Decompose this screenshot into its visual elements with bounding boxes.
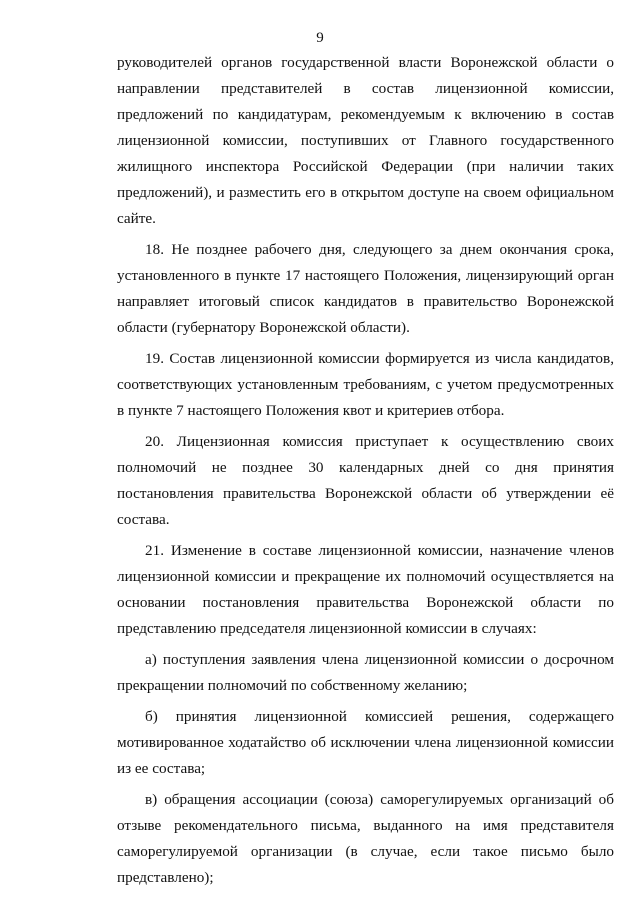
subitem-a: а) поступления заявления члена лицензионной комиссии о досрочном прекращении полномочий по собственному желанию; [117,651,614,694]
document-body [117,50,614,896]
subitem-b: б) принятия лицензионной комиссией решения, содержащего мотивированное ходатайство об исключении члена лицензионной комиссии из ее состава; [117,708,614,777]
paragraph-continuation: руководителей органов государственной власти Воронежской области о направлении представителей в состав лицензионной комиссии, предложений по кандидатурам, рекомендуемым к включению в состав лицензионной комиссии, поступивших от Главного государственного жилищного инспектора Российской Федерации (при наличии таких предложений), и разместить его в открытом доступе на своем официальном сайте. [117,54,614,227]
paragraph-item-18: 18. Не позднее рабочего дня, следующего за днем окончания срока, установленного в пункте 17 настоящего Положения, лицензирующий орган направляет итоговый список кандидатов в правительство Воронежской области (губернатору Воронежской области). [117,241,614,336]
paragraph-item-20: 20. Лицензионная комиссия приступает к осуществлению своих полномочий не позднее 30 календарных дней со дня принятия постановления правительства Воронежской области об утверждении её состава. [117,433,614,528]
page-number: 9 [316,30,324,46]
paragraph-item-21: 21. Изменение в составе лицензионной комиссии, назначение членов лицензионной комиссии и прекращение их полномочий осуществляется на основании постановления правительства Воронежской области по представлению председателя лицензионной комиссии в случаях: [117,542,614,637]
subitem-v: в) обращения ассоциации (союза) саморегулируемых организаций об отзыве рекомендательного письма, выданного на имя представителя саморегулируемой организации (в случае, если такое письмо было представлено); [117,791,614,886]
paragraph-item-19: 19. Состав лицензионной комиссии формируется из числа кандидатов, соответствующих установленным требованиям, с учетом предусмотренных в пункте 7 настоящего Положения квот и критериев отбора. [117,350,614,419]
